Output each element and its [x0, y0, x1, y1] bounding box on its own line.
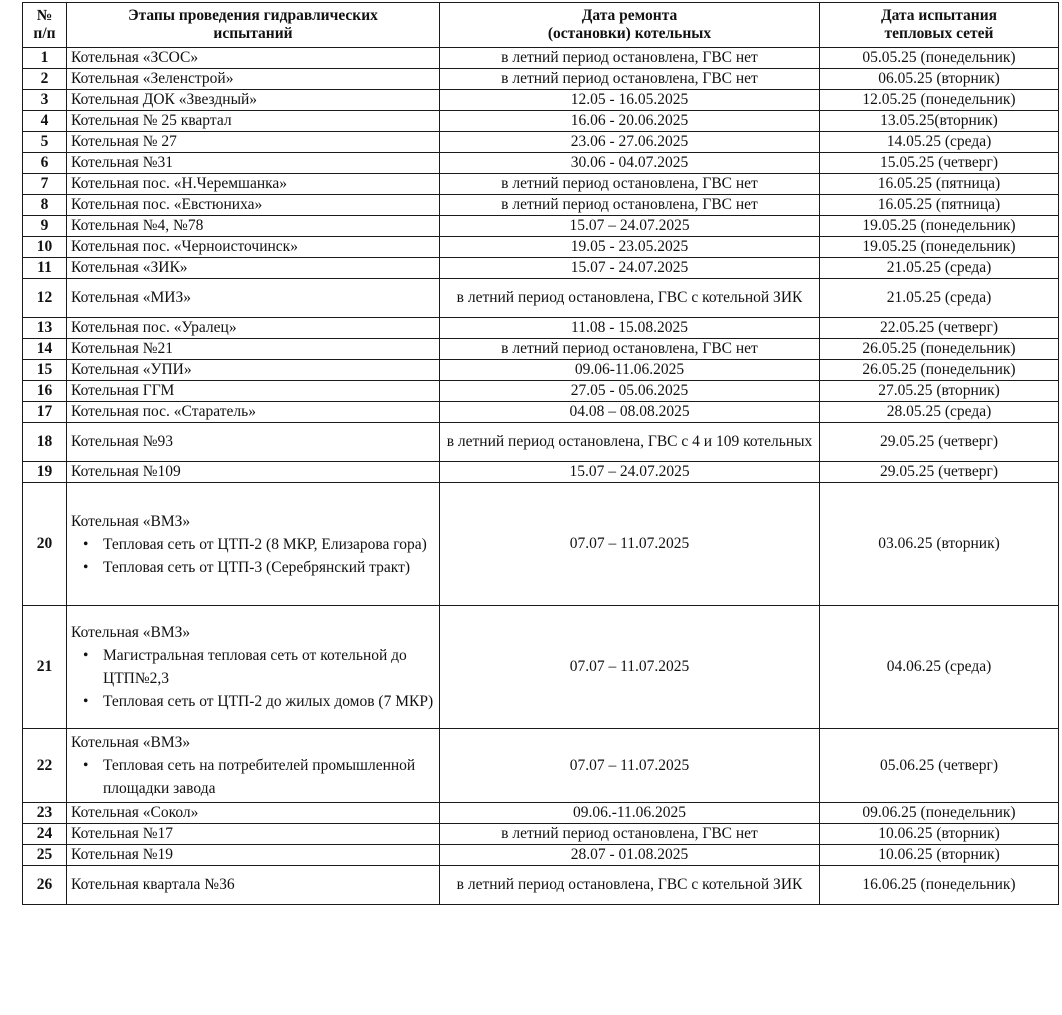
repair-date: 07.07 – 11.07.2025: [440, 483, 820, 606]
sub-network-list: [71, 754, 435, 800]
repair-date: 15.07 – 24.07.2025: [440, 462, 820, 483]
repair-date: в летний период остановлена, ГВС с котельной ЗИК: [440, 866, 820, 905]
repair-date: 16.06 - 20.06.2025: [440, 111, 820, 132]
test-date: 21.05.25 (среда): [820, 258, 1059, 279]
stage-name: Котельная №17: [67, 824, 440, 845]
table-row: [23, 174, 1059, 195]
repair-date: в летний период остановлена, ГВС нет: [440, 339, 820, 360]
stage-name: Котельная «МИЗ»: [67, 279, 440, 318]
row-number: 3: [23, 90, 67, 111]
table-row: [23, 423, 1059, 462]
table-row: [23, 360, 1059, 381]
list-item: [83, 754, 435, 800]
sub-network-label: Тепловая сеть от ЦТП-2 (8 МКР, Елизарова гора): [103, 535, 427, 553]
repair-date: 09.06.-11.06.2025: [440, 803, 820, 824]
stage-group: [67, 729, 440, 803]
row-number: 16: [23, 381, 67, 402]
stage-name: Котельная пос. «Черноисточинск»: [67, 237, 440, 258]
test-date: 04.06.25 (среда): [820, 606, 1059, 729]
table-row-group: [23, 729, 1059, 803]
table-row: [23, 195, 1059, 216]
repair-date: в летний период остановлена, ГВС нет: [440, 174, 820, 195]
table-body: [23, 48, 1059, 905]
sub-network-label: Тепловая сеть от ЦТП-2 до жилых домов (7 МКР): [103, 693, 434, 710]
table-row: [23, 132, 1059, 153]
stage-name: Котельная «ВМЗ»: [71, 734, 191, 751]
list-item: [83, 533, 435, 556]
table-row: [23, 111, 1059, 132]
repair-date: 23.06 - 27.06.2025: [440, 132, 820, 153]
repair-date: 28.07 - 01.08.2025: [440, 845, 820, 866]
table-row: [23, 339, 1059, 360]
repair-date: в летний период остановлена, ГВС нет: [440, 824, 820, 845]
stage-name: Котельная «ВМЗ»: [71, 624, 191, 641]
repair-date: в летний период остановлена, ГВС с 4 и 109 котельных: [440, 423, 820, 462]
table-header-row: [23, 3, 1059, 48]
repair-date: 04.08 – 08.08.2025: [440, 402, 820, 423]
stage-name: Котельная пос. «Старатель»: [67, 402, 440, 423]
bullet-icon: •: [83, 757, 89, 774]
row-number: 5: [23, 132, 67, 153]
repair-date: 27.05 - 05.06.2025: [440, 381, 820, 402]
stage-name: Котельная «Сокол»: [67, 803, 440, 824]
stage-name: Котельная «УПИ»: [67, 360, 440, 381]
table-row: [23, 462, 1059, 483]
stage-name: Котельная №109: [67, 462, 440, 483]
row-number: 22: [23, 729, 67, 803]
row-number: 10: [23, 237, 67, 258]
row-number: 24: [23, 824, 67, 845]
bullet-icon: •: [83, 535, 89, 553]
stage-name: Котельная пос. «Уралец»: [67, 318, 440, 339]
stage-name: Котельная №93: [67, 423, 440, 462]
test-date: 16.06.25 (понедельник): [820, 866, 1059, 905]
test-date: 19.05.25 (понедельник): [820, 237, 1059, 258]
test-date: 21.05.25 (среда): [820, 279, 1059, 318]
stage-name: Котельная №31: [67, 153, 440, 174]
list-item: [83, 690, 435, 713]
table-row: [23, 318, 1059, 339]
row-number: 20: [23, 483, 67, 606]
table-row: [23, 402, 1059, 423]
row-number: 19: [23, 462, 67, 483]
stage-name: Котельная ГГМ: [67, 381, 440, 402]
test-date: 19.05.25 (понедельник): [820, 216, 1059, 237]
stage-group: [67, 606, 440, 729]
repair-date: 30.06 - 04.07.2025: [440, 153, 820, 174]
row-number: 4: [23, 111, 67, 132]
stage-name: Котельная пос. «Евстюниха»: [67, 195, 440, 216]
row-number: 15: [23, 360, 67, 381]
stage-group: [67, 483, 440, 606]
stage-name: Котельная «Зеленстрой»: [67, 69, 440, 90]
repair-date: 15.07 – 24.07.2025: [440, 216, 820, 237]
test-date: 15.05.25 (четверг): [820, 153, 1059, 174]
table-row: [23, 279, 1059, 318]
repair-date: 12.05 - 16.05.2025: [440, 90, 820, 111]
table-row: [23, 216, 1059, 237]
sub-network-label: Магистральная тепловая сеть от котельной до ЦТП№2,3: [103, 647, 407, 687]
table-row: [23, 824, 1059, 845]
stage-name: Котельная №19: [67, 845, 440, 866]
test-date: 06.05.25 (вторник): [820, 69, 1059, 90]
row-number: 11: [23, 258, 67, 279]
list-item: [83, 644, 435, 690]
table-row: [23, 237, 1059, 258]
stage-name: Котельная №4, №78: [67, 216, 440, 237]
row-number: 12: [23, 279, 67, 318]
bullet-icon: •: [83, 693, 89, 710]
list-item: [83, 556, 435, 579]
test-date: 03.06.25 (вторник): [820, 483, 1059, 606]
header-num: № п/п: [23, 3, 67, 48]
row-number: 6: [23, 153, 67, 174]
header-test-date: Дата испытания тепловых сетей: [820, 3, 1059, 48]
test-date: 26.05.25 (понедельник): [820, 339, 1059, 360]
row-number: 21: [23, 606, 67, 729]
header-stage: Этапы проведения гидравлических испытаний: [67, 3, 440, 48]
stage-name: Котельная «ЗИК»: [67, 258, 440, 279]
test-date: 29.05.25 (четверг): [820, 462, 1059, 483]
test-date: 27.05.25 (вторник): [820, 381, 1059, 402]
stage-name: Котельная ДОК «Звездный»: [67, 90, 440, 111]
stage-name: Котельная квартала №36: [67, 866, 440, 905]
table-row: [23, 845, 1059, 866]
test-date: 29.05.25 (четверг): [820, 423, 1059, 462]
test-date: 12.05.25 (понедельник): [820, 90, 1059, 111]
stage-name: Котельная № 25 квартал: [67, 111, 440, 132]
table-row: [23, 258, 1059, 279]
table-row: [23, 90, 1059, 111]
repair-date: 07.07 – 11.07.2025: [440, 729, 820, 803]
table-row-group: [23, 483, 1059, 606]
repair-date: 07.07 – 11.07.2025: [440, 606, 820, 729]
test-date: 09.06.25 (понедельник): [820, 803, 1059, 824]
row-number: 9: [23, 216, 67, 237]
sub-network-label: Тепловая сеть на потребителей промышленной площадки завода: [103, 757, 416, 797]
row-number: 13: [23, 318, 67, 339]
repair-date: в летний период остановлена, ГВС нет: [440, 69, 820, 90]
sub-network-label: Тепловая сеть от ЦТП-3 (Серебрянский тракт): [103, 558, 411, 576]
repair-date: в летний период остановлена, ГВС нет: [440, 195, 820, 216]
stage-name: Котельная № 27: [67, 132, 440, 153]
test-date: 16.05.25 (пятница): [820, 195, 1059, 216]
table-row: [23, 381, 1059, 402]
row-number: 23: [23, 803, 67, 824]
test-date: 28.05.25 (среда): [820, 402, 1059, 423]
test-date: 10.06.25 (вторник): [820, 845, 1059, 866]
stage-name: Котельная «ВМЗ»: [71, 512, 191, 530]
table-row-group: [23, 606, 1059, 729]
row-number: 17: [23, 402, 67, 423]
row-number: 14: [23, 339, 67, 360]
repair-date: 09.06-11.06.2025: [440, 360, 820, 381]
row-number: 1: [23, 48, 67, 69]
hydraulic-test-schedule-table: [22, 2, 1059, 905]
stage-name: Котельная «ЗСОС»: [67, 48, 440, 69]
repair-date: в летний период остановлена, ГВС нет: [440, 48, 820, 69]
test-date: 22.05.25 (четверг): [820, 318, 1059, 339]
repair-date: в летний период остановлена, ГВС с котельной ЗИК: [440, 279, 820, 318]
bullet-icon: •: [83, 647, 89, 664]
table-row: [23, 866, 1059, 905]
table-row: [23, 69, 1059, 90]
test-date: 05.06.25 (четверг): [820, 729, 1059, 803]
test-date: 14.05.25 (среда): [820, 132, 1059, 153]
row-number: 7: [23, 174, 67, 195]
row-number: 8: [23, 195, 67, 216]
test-date: 10.06.25 (вторник): [820, 824, 1059, 845]
test-date: 16.05.25 (пятница): [820, 174, 1059, 195]
test-date: 13.05.25(вторник): [820, 111, 1059, 132]
header-repair-date: Дата ремонта (остановки) котельных: [440, 3, 820, 48]
row-number: 2: [23, 69, 67, 90]
row-number: 25: [23, 845, 67, 866]
table-row: [23, 153, 1059, 174]
repair-date: 11.08 - 15.08.2025: [440, 318, 820, 339]
table-row: [23, 803, 1059, 824]
row-number: 18: [23, 423, 67, 462]
stage-name: Котельная №21: [67, 339, 440, 360]
test-date: 05.05.25 (понедельник): [820, 48, 1059, 69]
bullet-icon: •: [83, 558, 89, 576]
stage-name: Котельная пос. «Н.Черемшанка»: [67, 174, 440, 195]
repair-date: 19.05 - 23.05.2025: [440, 237, 820, 258]
repair-date: 15.07 - 24.07.2025: [440, 258, 820, 279]
sub-network-list: [71, 644, 435, 713]
test-date: 26.05.25 (понедельник): [820, 360, 1059, 381]
sub-network-list: [71, 533, 435, 579]
table-row: [23, 48, 1059, 69]
row-number: 26: [23, 866, 67, 905]
